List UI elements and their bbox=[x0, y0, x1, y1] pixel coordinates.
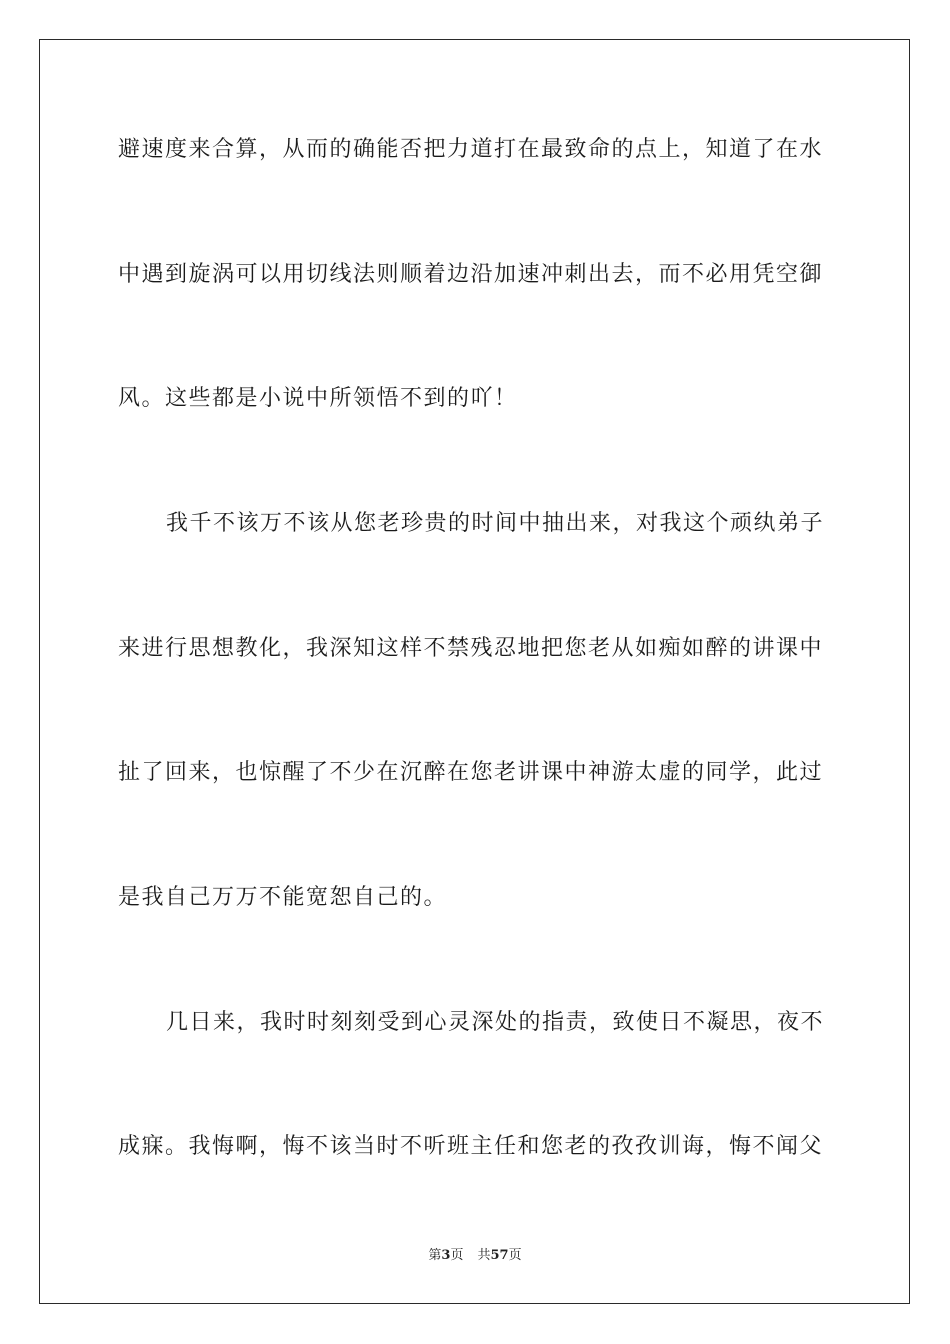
text-line-5: 来进行思想教化，我深知这样不禁残忍地把您老从如痴如醉的讲课中 bbox=[118, 636, 824, 661]
text-line-1: 避速度来合算，从而的确能否把力道打在最致命的点上，知道了在水 bbox=[118, 137, 824, 162]
text-line-7: 是我自己万万不能宽恕自己的。 bbox=[118, 885, 448, 910]
total-suffix: 页 bbox=[508, 1248, 522, 1263]
text-line-9: 成寐。我悔啊，悔不该当时不听班主任和您老的孜孜训诲，悔不闻父 bbox=[118, 1134, 824, 1159]
text-line-8: 几日来，我时时刻刻受到心灵深处的指责，致使日不凝思，夜不 bbox=[166, 1010, 825, 1035]
page-prefix: 第 bbox=[428, 1248, 442, 1263]
page-border bbox=[39, 39, 910, 1304]
page-number: 3 bbox=[441, 1248, 451, 1263]
text-line-6: 扯了回来，也惊醒了不少在沉醉在您老讲课中神游太虚的同学，此过 bbox=[118, 760, 824, 785]
text-line-3: 风。这些都是小说中所领悟不到的吖！ bbox=[118, 386, 518, 411]
text-line-4: 我千不该万不该从您老珍贵的时间中抽出来，对我这个顽纨弟子 bbox=[166, 511, 825, 536]
text-line-2: 中遇到旋涡可以用切线法则顺着边沿加速冲刺出去，而不必用凭空御 bbox=[118, 262, 824, 287]
page-footer bbox=[0, 1247, 950, 1265]
total-prefix: 共 bbox=[477, 1248, 491, 1263]
total-pages: 57 bbox=[490, 1248, 509, 1263]
page-suffix: 页 bbox=[450, 1248, 464, 1263]
